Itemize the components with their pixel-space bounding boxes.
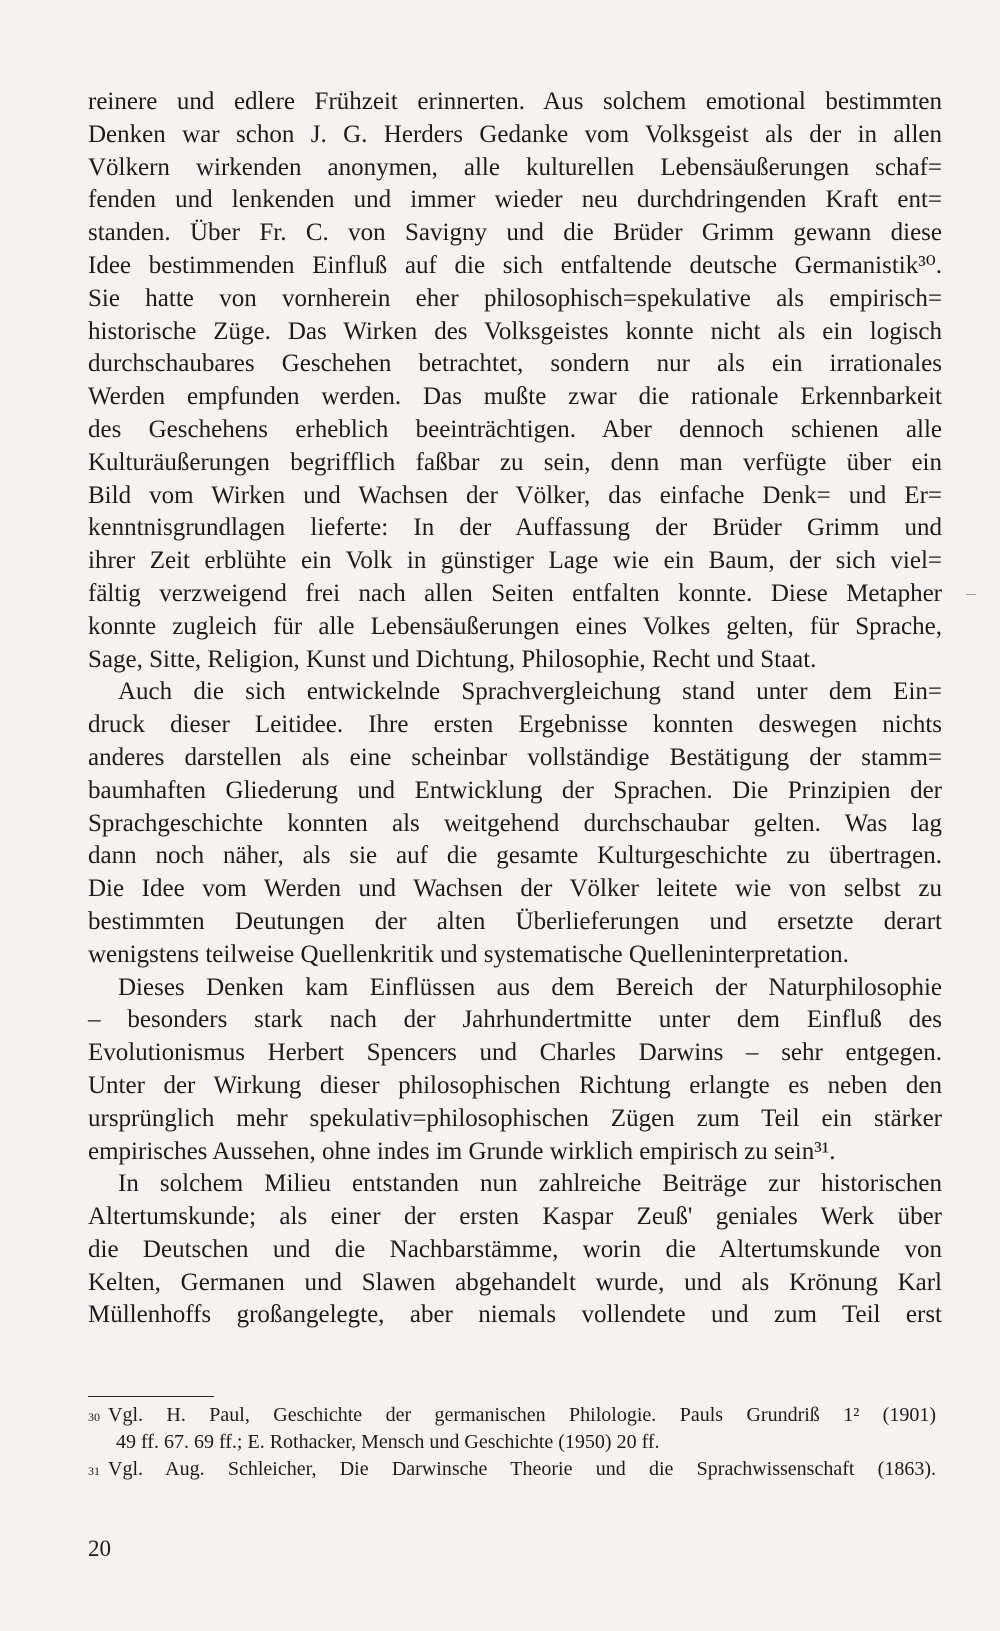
text-line: die Deutschen und die Nachbarstämme, worin die Altertumskunde von: [88, 1235, 942, 1263]
text-line: reinere und edlere Frühzeit erinnerten. Aus solchem emotional bestimmten: [88, 88, 942, 115]
footnote-text: Vgl. H. Paul, Geschichte der germanischen Philologie. Pauls Grundriß 1² (1901): [108, 1404, 936, 1426]
text-line: Bild vom Wirken und Wachsen der Völker, das einfache Denk= und Er=: [88, 481, 942, 509]
text-line: Sie hatte von vornherein eher philosophisch=spekulative als empirisch=: [88, 284, 942, 312]
text-line: Die Idee vom Werden und Wachsen der Völker leitete wie von selbst zu: [88, 875, 942, 903]
text-line: Denken war schon J. G. Herders Gedanke vom Volksgeist als der in allen: [88, 120, 942, 148]
footnotes: [88, 1402, 936, 1483]
text-line: standen. Über Fr. C. von Savigny und die Brüder Grimm gewann diese: [88, 219, 942, 247]
footnote-text: Vgl. Aug. Schleicher, Die Darwinsche Theorie und die Sprachwissenschaft (1863).: [108, 1458, 936, 1480]
text-line: baumhaften Gliederung und Entwicklung der Sprachen. Die Prinzipien der: [88, 776, 942, 804]
text-line: Kelten, Germanen und Slawen abgehandelt wurde, und als Krönung Karl: [88, 1268, 942, 1296]
text-line: durchschaubares Geschehen betrachtet, sondern nur als ein irrationales: [88, 350, 942, 378]
body-text: [88, 86, 942, 1332]
text-line: ihrer Zeit erblühte ein Volk in günstiger Lage wie ein Baum, der sich viel=: [88, 547, 942, 575]
text-line: Völkern wirkenden anonymen, alle kulturellen Lebensäußerungen schaf=: [88, 153, 942, 181]
text-line: des Geschehens erheblich beeinträchtigen. Aber dennoch schienen alle: [88, 415, 942, 443]
margin-mark: [966, 594, 976, 595]
text-line: historische Züge. Das Wirken des Volksgeistes konnte nicht als ein logisch: [88, 317, 942, 345]
text-line: fältig verzweigend frei nach allen Seiten entfalten konnte. Diese Metapher: [88, 579, 942, 607]
text-line: bestimmten Deutungen der alten Überlieferungen und ersetzte derart: [88, 907, 942, 935]
text-line: In solchem Milieu entstanden nun zahlreiche Beiträge zur historischen: [118, 1170, 942, 1198]
text-line: wenigstens teilweise Quellenkritik und systematische Quelleninterpretation.: [88, 940, 849, 968]
text-line: Müllenhoffs großangelegte, aber niemals vollendete und zum Teil erst: [88, 1301, 942, 1329]
text-line: fenden und lenkenden und immer wieder neu durchdringenden Kraft ent=: [88, 186, 942, 214]
text-line: dann noch näher, als sie auf die gesamte Kulturgeschichte zu übertragen.: [88, 842, 942, 870]
text-line: Dieses Denken kam Einflüssen aus dem Bereich der Naturphilosophie: [118, 973, 942, 1001]
text-line: anderes darstellen als eine scheinbar vollständige Bestätigung der stamm=: [88, 743, 942, 771]
text-line: Sage, Sitte, Religion, Kunst und Dichtung, Philosophie, Recht und Staat.: [88, 645, 817, 673]
text-line: Idee bestimmenden Einfluß auf die sich entfaltende deutsche Germanistik³⁰.: [88, 251, 942, 279]
text-line: Kulturäußerungen begrifflich faßbar zu sein, denn man verfügte über ein: [88, 448, 942, 476]
footnote-divider: [88, 1396, 214, 1397]
text-line: kenntnisgrundlagen lieferte: In der Auffassung der Brüder Grimm und: [88, 514, 942, 542]
text-line: Altertumskunde; als einer der ersten Kaspar Zeuß' geniales Werk über: [88, 1203, 942, 1231]
page-number: 20: [88, 1536, 111, 1561]
footnote-number: 31: [88, 1464, 100, 1478]
footnote-31: [88, 1456, 936, 1483]
text-line: ursprünglich mehr spekulativ=philosophischen Zügen zum Teil ein stärker: [88, 1104, 942, 1132]
text-line: Auch die sich entwickelnde Sprachvergleichung stand unter dem Ein=: [118, 678, 942, 706]
text-line: konnte zugleich für alle Lebensäußerungen eines Volkes gelten, für Sprache,: [88, 612, 942, 640]
text-line: Evolutionismus Herbert Spencers und Charles Darwins – sehr entgegen.: [88, 1039, 942, 1067]
text-line: druck dieser Leitidee. Ihre ersten Ergebnisse konnten deswegen nichts: [88, 711, 942, 739]
footnote-30: [88, 1402, 936, 1429]
text-line: Sprachgeschichte konnten als weitgehend durchschaubar gelten. Was lag: [88, 809, 942, 837]
text-line: Unter der Wirkung dieser philosophischen Richtung erlangte es neben den: [88, 1071, 942, 1099]
text-line: Werden empfunden werden. Das mußte zwar die rationale Erkennbarkeit: [88, 383, 942, 411]
text-line: – besonders stark nach der Jahrhundertmitte unter dem Einfluß des: [88, 1006, 942, 1034]
footnote-number: 30: [88, 1410, 100, 1424]
text-line: empirisches Aussehen, ohne indes im Grunde wirklich empirisch zu sein³¹.: [88, 1137, 836, 1165]
footnote-30-continued: 49 ff. 67. 69 ff.; E. Rothacker, Mensch und Geschichte (1950) 20 ff.: [116, 1431, 660, 1453]
